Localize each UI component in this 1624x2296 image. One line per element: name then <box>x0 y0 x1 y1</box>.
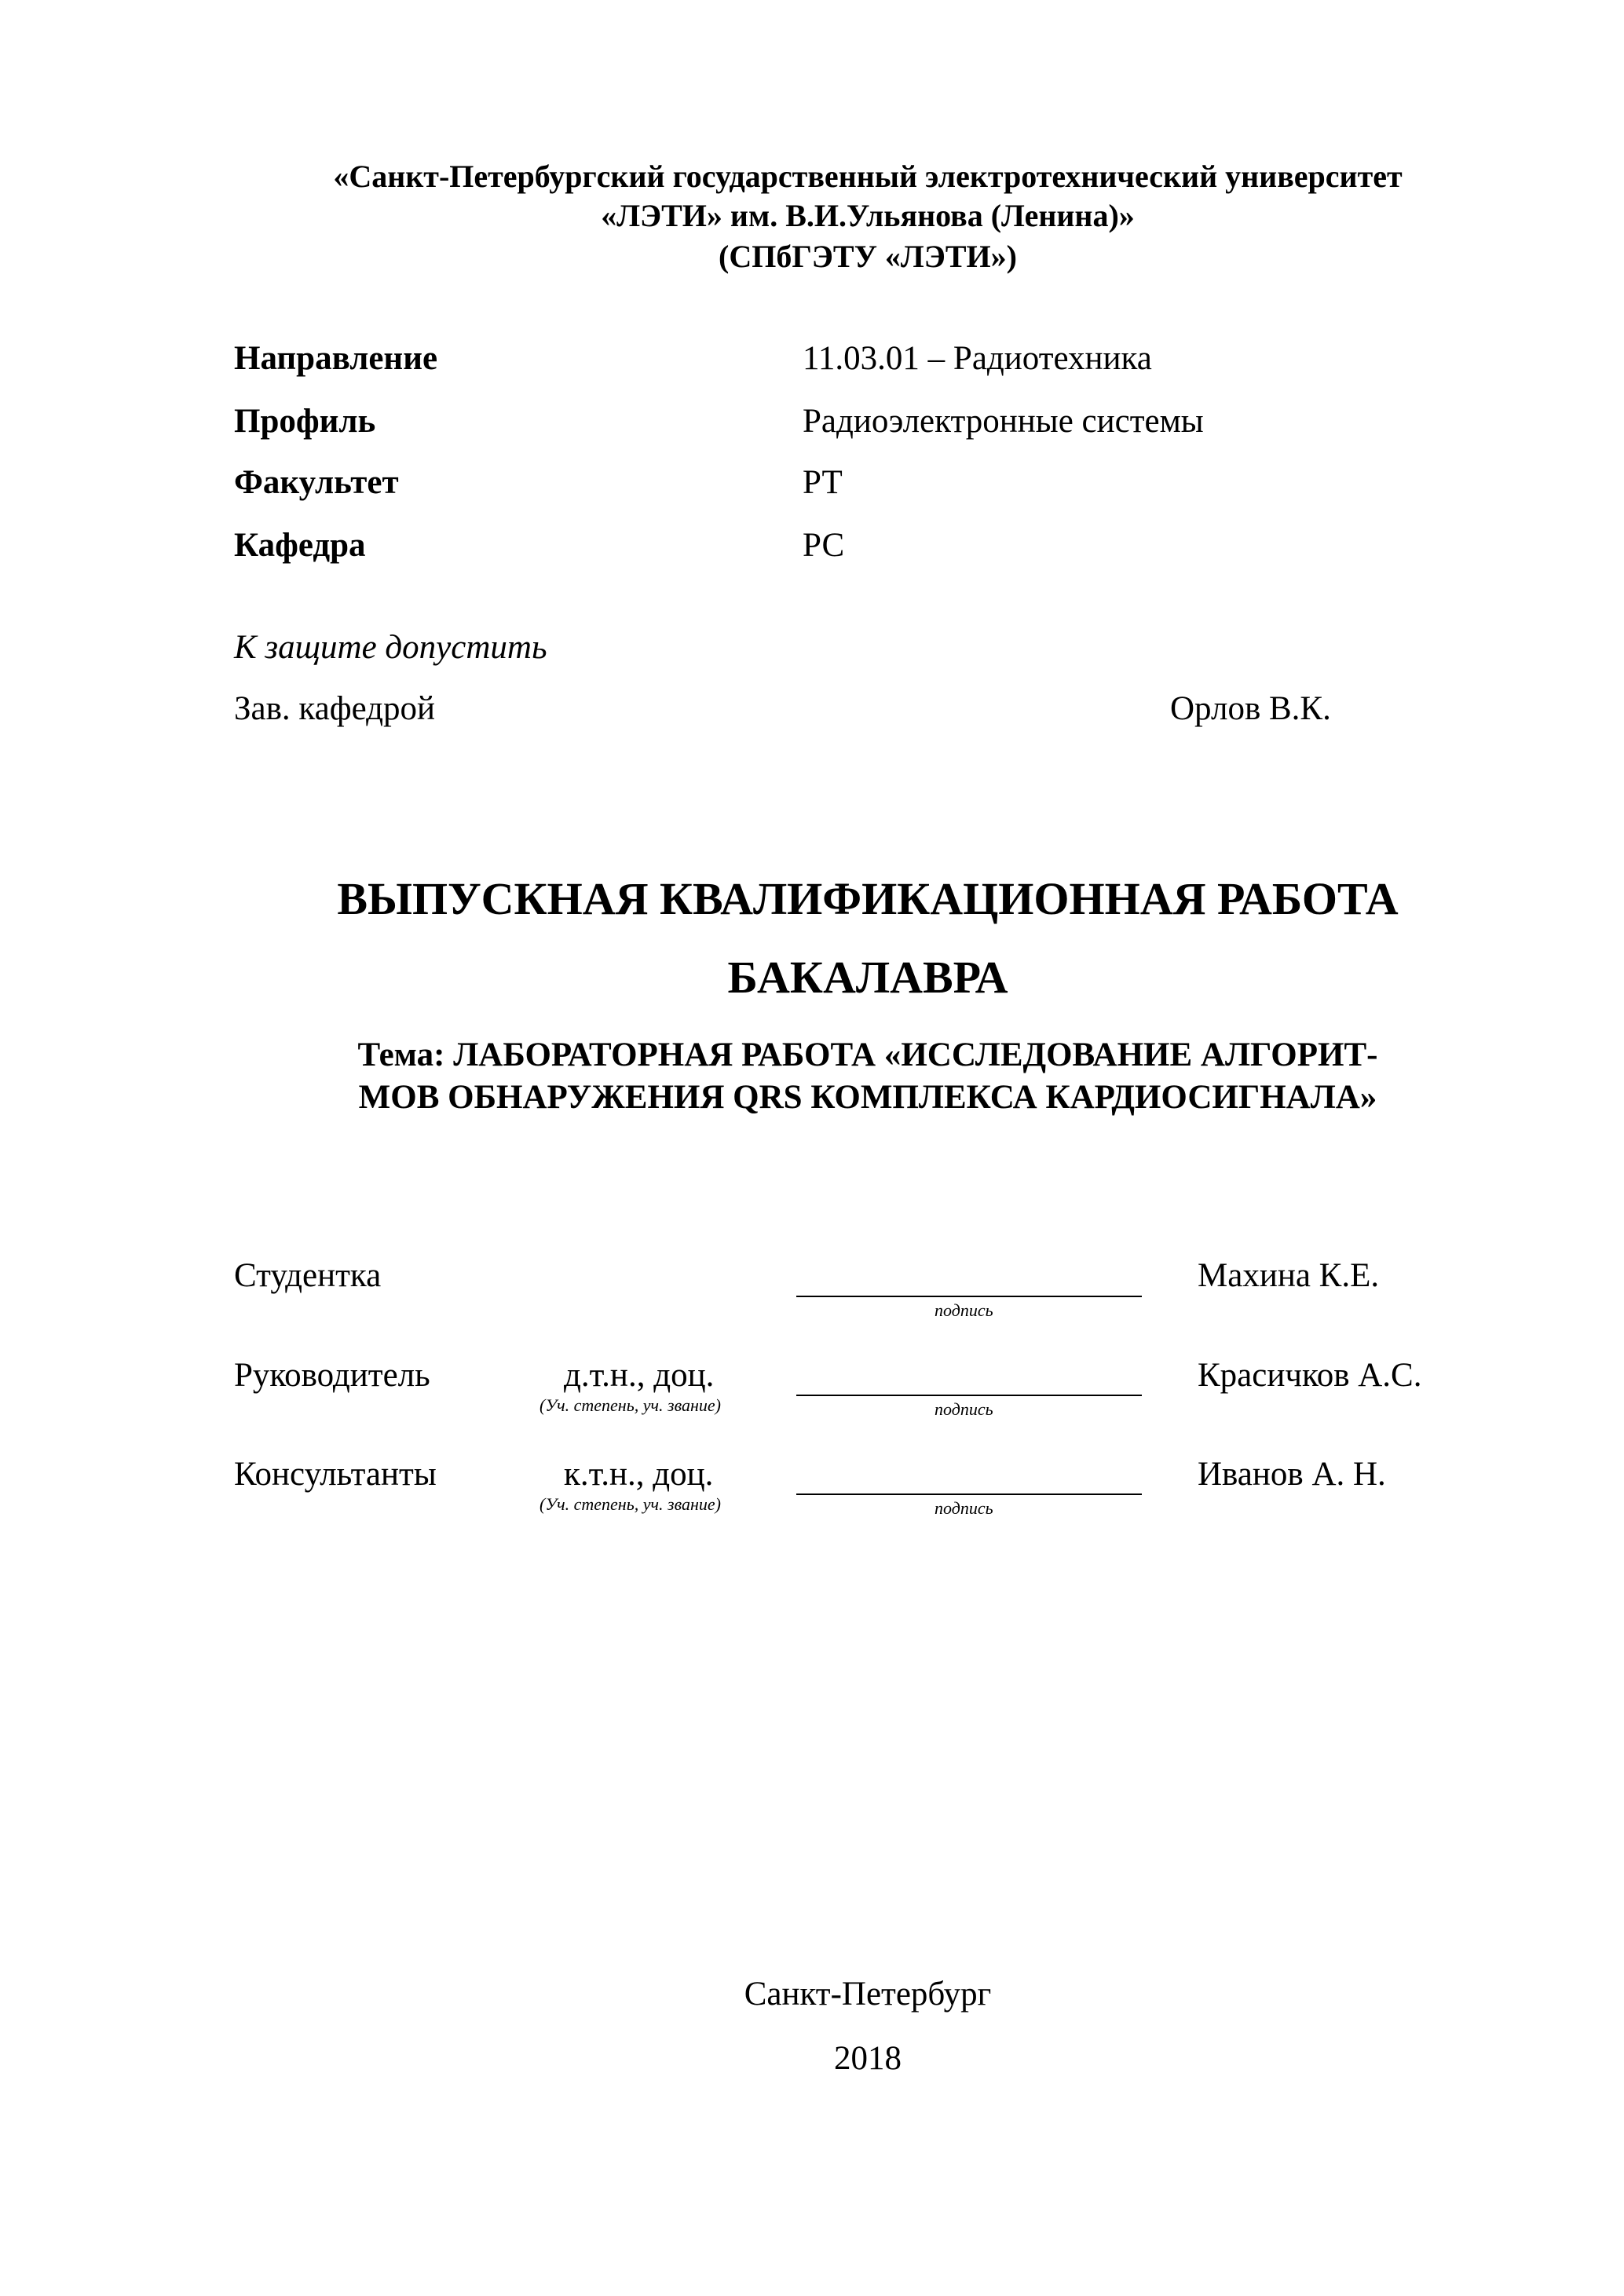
signature-role-consultants: Консультанты <box>234 1456 437 1493</box>
approval-text: К защите допустить <box>234 629 547 666</box>
thesis-topic-line1: Тема: ЛАБОРАТОРНАЯ РАБОТА «ИССЛЕДОВАНИЕ АЛГОРИТ- <box>357 1036 1378 1073</box>
signature-caption-consultants: подпись <box>935 1498 993 1518</box>
info-value-direction: 11.03.01 – Радиотехника <box>803 340 1152 377</box>
signature-role-supervisor: Руководитель <box>234 1357 430 1394</box>
footer-city: Санкт-Петербург <box>744 1976 992 2013</box>
info-value-department: РС <box>803 527 845 564</box>
info-value-faculty: РТ <box>803 464 843 501</box>
signature-caption-supervisor: подпись <box>935 1399 993 1419</box>
signature-line-consultants <box>796 1493 1142 1495</box>
info-label-faculty: Факультет <box>234 464 399 501</box>
thesis-topic-line2: МОВ ОБНАРУЖЕНИЯ QRS КОМПЛЕКСА КАРДИОСИГНАЛА» <box>358 1079 1377 1116</box>
signature-line-student <box>796 1296 1142 1297</box>
approval-name: Орлов В.К. <box>1170 690 1331 727</box>
signature-name-consultants: Иванов А. Н. <box>1198 1456 1386 1493</box>
info-label-direction: Направление <box>234 340 438 377</box>
signature-degree-supervisor: д.т.н., доц. <box>564 1357 715 1394</box>
footer-year: 2018 <box>834 2040 902 2077</box>
signature-caption-student: подпись <box>935 1300 993 1320</box>
signature-degree-consultants: к.т.н., доц. <box>564 1456 714 1493</box>
thesis-title-line1: ВЫПУСКНАЯ КВАЛИФИКАЦИОННАЯ РАБОТА <box>337 873 1399 924</box>
university-name-line2: «ЛЭТИ» им. В.И.Ульянова (Ленина)» <box>601 198 1135 233</box>
university-abbreviation: (СПбГЭТУ «ЛЭТИ») <box>719 239 1017 274</box>
signature-degree-caption-supervisor: (Уч. степень, уч. звание) <box>540 1395 721 1415</box>
university-name-line1: «Санкт-Петербургский государственный электротехнический университет <box>333 159 1403 194</box>
signature-role-student: Студентка <box>234 1257 382 1294</box>
thesis-title-line2: БАКАЛАВРА <box>727 952 1008 1003</box>
info-label-profile: Профиль <box>234 403 376 440</box>
signature-name-student: Махина К.Е. <box>1198 1257 1380 1294</box>
info-value-profile: Радиоэлектронные системы <box>803 403 1204 440</box>
signature-line-supervisor <box>796 1395 1142 1396</box>
signature-name-supervisor: Красичков А.С. <box>1198 1357 1422 1394</box>
approval-role: Зав. кафедрой <box>234 690 436 727</box>
info-label-department: Кафедра <box>234 527 366 564</box>
signature-degree-caption-consultants: (Уч. степень, уч. звание) <box>540 1494 721 1514</box>
